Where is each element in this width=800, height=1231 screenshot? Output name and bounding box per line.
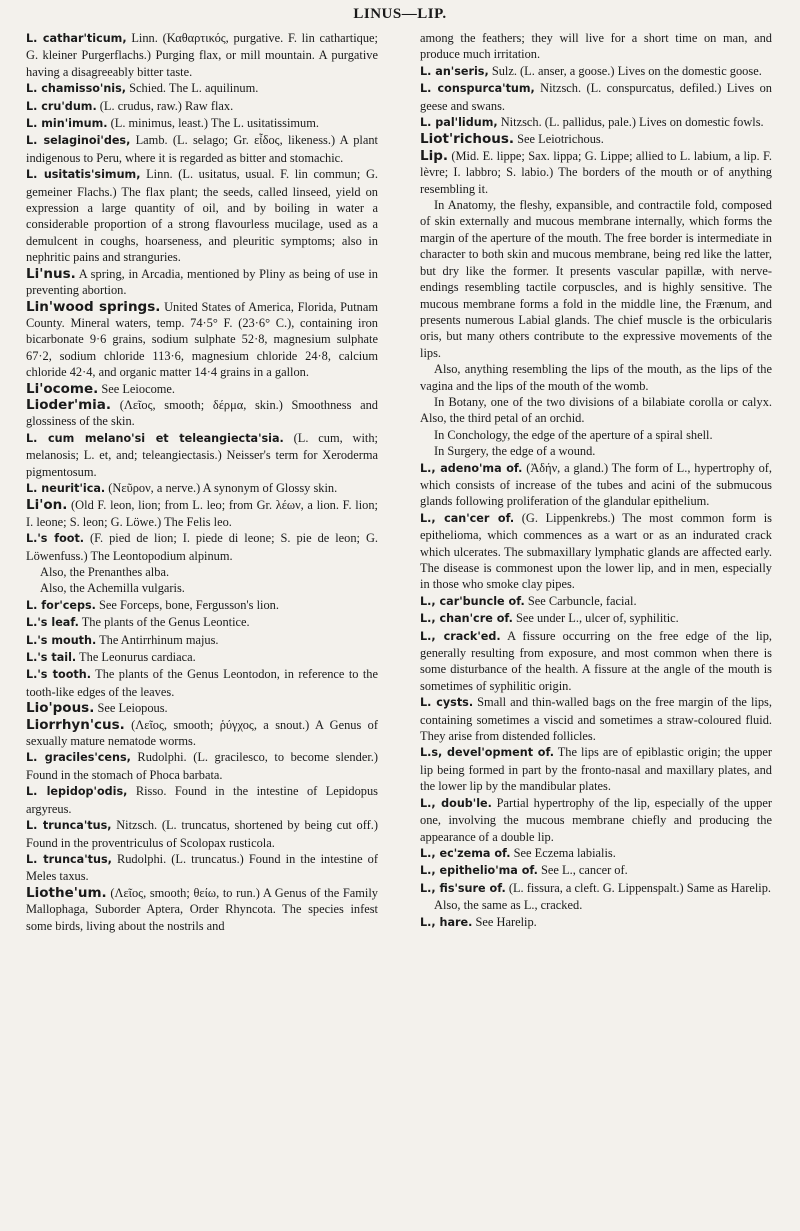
entry-headword: L. lepidop'odis, [26,785,128,799]
entry-definition: Schied. The L. aquilinum. [126,81,259,96]
entry-definition: United States of America, Florida, Putnam County. Mineral waters, temp. 74·5° F. (23·6° C.), containing iron bicarbonate 9·6 grains, sodium sulphate 52·8, magnesium sulphate 67·2, sodium chloride 113·6, magnesium chloride 24·8, calcium chloride 42·4, and organic matter 14·4 grains in a gallon. [26,299,379,380]
entry-definition: The Antirrhinum majus. [96,632,219,647]
entry-definition: Partial hypertrophy of the lip, especially of the upper one, involving the mucous membrane chiefly and producing the appearance of a double lip. [420,795,772,844]
entry-headword: L. an'seris, [420,64,489,78]
dictionary-entry [420,845,772,862]
entry-headword: L., car'buncle of. [420,594,525,608]
entry-definition: (L. cum, with; melanosis; L. et, and; teleangiectasis.) Neisser's term for Xeroderma pigmentosum. [26,430,378,479]
entry-headword: L. cysts. [420,696,474,710]
dictionary-entry [420,880,772,897]
dictionary-entry [26,783,378,817]
paragraph: Also, the Achemilla vulgaris. [40,581,185,596]
entry-definition: See Forceps, bone, Fergusson's lion. [95,597,279,612]
entry-definition: See Harelip. [472,914,537,929]
dictionary-entry [26,885,378,934]
right-column [420,30,772,931]
entry-headword: L. min'imum. [26,117,108,131]
entry-headword: L., crack'ed. [420,629,501,643]
entry-definition: (L. crudus, raw.) Raw flax. [96,98,234,113]
continued-text [420,30,772,63]
entry-headword: L. trunca'tus, [26,852,112,866]
dictionary-entry [420,862,772,879]
entry-definition: (Λεῖος, smooth; δέρμα, skin.) Smoothness and glossiness of the skin. [26,397,378,429]
dictionary-entry [26,530,378,564]
entry-definition: Rudolphi. (L. truncatus.) Found in the intestine of Meles taxus. [26,851,378,884]
entry-headword: L. selaginoi'des, [26,134,131,148]
entry-headword: L. conspurca'tum, [420,82,535,96]
dictionary-entry [26,381,378,397]
entry-headword: L. cum melano'si et teleangiecta'sia. [26,431,284,445]
dictionary-entry [26,30,378,80]
dictionary-entry [26,666,378,700]
dictionary-entry [420,460,772,510]
entry-definition: (Νεῦρον, a nerve.) A synonym of Glossy skin. [105,480,338,495]
entry-headword: L. trunca'tus, [26,819,112,833]
entry-headword: L.'s leaf. [26,616,79,630]
entry-headword: L., hare. [420,915,473,929]
entry-headword: L. graciles'cens, [26,751,131,765]
entry-headword: L. pal'lidum, [420,116,498,130]
entry-headword: Li'nus. [26,265,76,282]
entry-definition: Sulz. (L. anser, a goose.) Lives on the domestic goose. [488,63,762,78]
entry-definition: among the feathers; they will live for a short time on man, and produce much irritation. [420,31,772,62]
entry-headword: Liothe'um. [26,884,107,901]
entry-headword: L., chan'cre of. [420,612,513,626]
dictionary-entry [26,430,378,480]
dictionary-entry [420,744,772,794]
entry-definition: Risso. Found in the intestine of Lepidopus argyreus. [26,784,378,816]
entry-definition: Rudolphi. (L. gracilesco, to become slender.) Found in the stomach of Phoca barbata. [26,750,378,782]
dictionary-entry [420,510,772,593]
dictionary-entry [26,132,378,166]
entry-headword: L., can'cer of. [420,511,515,525]
paragraph: In Surgery, the edge of a wound. [434,444,596,459]
dictionary-entry [26,614,378,631]
dictionary-entry [26,649,378,666]
entry-definition: (Mid. E. lippe; Sax. lippa; G. Lippe; allied to L. labium, a lip. F. lèvre; I. labbro; S. labio.) The borders of the mouth or of anything resembling it. [420,148,772,196]
dictionary-entry [26,80,378,97]
entry-headword: Lin'wood springs. [26,298,161,315]
dictionary-entry [26,266,378,299]
entry-headword: L. chamisso'nis, [26,82,127,96]
entry-definition: (L. minimus, least.) The L. usitatissimum. [107,116,319,131]
entry-definition: (Λεῖος, smooth; ῥύγχος, a snout.) A Genus of sexually mature nematode worms. [26,717,378,749]
entry-definition: A fissure occurring on the free edge of the lip, generally resulting from exposure, and most common when there is some disturbance of the health. A fissure at the angle of the mouth is sometimes of syphilitic origin. [420,628,772,693]
entry-headword: L.s, devel'opment of. [420,746,554,760]
entry-headword: L. for'ceps. [26,598,96,612]
dictionary-entry [420,131,772,147]
entry-headword: L. usitatis'simum, [26,168,141,182]
dictionary-entry [420,148,772,197]
entry-definition: (G. Lippenkrebs.) The most common form is epithelioma, which commences as a wart or as an indurated crack which ulcerates. The submaxillary lymphatic glands are affected early. The disease is commonest upon the lower lip, and in men, especially in those who smoke clay pipes. [420,510,772,592]
dictionary-entry [420,593,772,610]
entry-headword: L., doub'le. [420,796,492,810]
entry-headword: Liot'richous. [420,131,515,148]
entry-definition: Nitzsch. (L. pallidus, pale.) Lives on domestic fowls. [497,115,764,130]
entry-definition: Nitzsch. (L. truncatus, shortened by being cut off.) Found in the proventriculus of Scolopax rusticola. [26,818,378,850]
dictionary-entry [26,299,378,381]
left-column [26,30,378,934]
dictionary-entry [26,851,378,885]
entry-definition: (Ἀδήν, a gland.) The form of L., hypertrophy of, which consists of increase of the tubes and acini of the submucous glands following proliferation of the glandular epithelium. [420,460,772,509]
entry-headword: L., epithelio'ma of. [420,864,538,878]
dictionary-entry [420,114,772,131]
dictionary-entry [26,749,378,783]
dictionary-entry [26,717,378,750]
dictionary-entry [26,397,378,430]
entry-headword: Lip. [420,147,449,164]
entry-headword: Lioder'mia. [26,396,112,413]
paragraph: Also, the same as L., cracked. [434,898,583,913]
dictionary-entry [26,166,378,265]
entry-headword: L. cru'dum. [26,99,97,113]
entry-definition: See Eczema labialis. [510,845,616,860]
entry-definition: A spring, in Arcadia, mentioned by Pliny as being of use in preventing abortion. [26,266,378,298]
paragraph: In Anatomy, the fleshy, expansible, and contractile fold, composed of skin externally and mucous membrane internally, which forms the margin of the aperture of the mouth. The free border is intermediate in character to both skin and mucous membrane, being red like the latter, but dry like the former. It presents vascular papillæ, with nerve-endings resembling tactile corpuscles, and is highly sensitive. The mucous membrane forms a fold in the middle line, the Frænum, and presents numerous Labial glands. The chief muscle is the orbicularis oris, but many others contribute to the expressive movements of the lips. [420,198,772,360]
entry-headword: Li'on. [26,497,68,514]
dictionary-entry [420,63,772,80]
dictionary-entry [420,795,772,845]
dictionary-entry [26,115,378,132]
entry-definition: Lamb. (L. selago; Gr. εἶδος, likeness.) A plant indigenous to Peru, where it is regarded as bitter and stomachic. [26,133,378,165]
entry-headword: L., fis'sure of. [420,881,506,895]
entry-definition: (Λεῖος, smooth; θείω, to run.) A Genus of the Family Mallophaga, Suborder Aptera, Order Rhyncota. The species infest some birds, living about the nostrils and [26,885,378,933]
dictionary-entry [420,694,772,744]
entry-definition: The plants of the Genus Leontodon, in reference to the tooth-like edges of the leaves. [26,667,379,699]
entry-headword: L.'s foot. [26,532,85,546]
entry-definition: (Old F. leon, lion; from L. leo; from Gr. λέων, a lion. F. lion; I. leone; S. leon; G. Löwe.) The Felis leo. [26,498,378,529]
entry-headword: L.'s tooth. [26,668,91,682]
dictionary-entry [26,597,378,614]
entry-definition: See under L., ulcer of, syphilitic. [512,611,679,626]
dictionary-entry [26,632,378,649]
dictionary-entry [420,610,772,627]
dictionary-entry [26,497,378,530]
running-head: LINUS—LIP. [353,6,447,22]
dictionary-entry [26,480,378,497]
entry-definition: See Leiopous. [94,701,168,716]
entry-headword: L.'s mouth. [26,633,97,647]
entry-definition: Small and thin-walled bags on the free margin of the lips, containing sometimes a viscid and sometimes a straw-coloured fluid. They arise from distended follicles. [420,695,772,744]
dictionary-entry [26,817,378,851]
entry-definition: Nitzsch. (L. conspurcatus, defiled.) Lives on geese and swans. [420,81,773,113]
entry-definition: (F. pied de lion; I. piede di leone; S. pie de leon; G. Löwenfuss.) The Leontopodium alpinum. [26,531,378,563]
entry-definition: Linn. (Καθαρτικός, purgative. F. lin cathartique; G. kleiner Purgerflachs.) Purging flax, or mill mountain. A purgative having a disagreeably bitter taste. [26,31,378,79]
dictionary-entry [26,98,378,115]
dictionary-entry [26,700,378,716]
entry-headword: Li'ocome. [26,380,99,397]
entry-definition: (L. fissura, a cleft. G. Lippenspalt.) Same as Harelip. [505,880,771,895]
entry-headword: L. neurit'ica. [26,481,106,495]
entry-headword: L. cathar'ticum, [26,32,127,45]
dictionary-entry [420,628,772,695]
entry-headword: Lio'pous. [26,700,95,717]
entry-headword: L., ec'zema of. [420,846,511,860]
entry-definition: See Carbuncle, facial. [524,593,637,608]
entry-definition: See Leiocome. [98,381,176,396]
entry-definition: The Leonurus cardiaca. [76,650,196,665]
paragraph: Also, anything resembling the lips of the mouth, as the lips of the vagina and the lips of the mouth of the womb. [420,362,772,393]
entry-definition: See Leiotrichous. [514,132,604,147]
entry-definition: Linn. (L. usitatus, usual. F. lin commun; G. gemeiner Flachs.) The flax plant; the seeds, called linseed, yield on expression a large quantity of oil, and by boiling in water a considerable proportion of a strong flavourless mucilage, used as a demulcent in coughs, hoarseness, and pleuritic symptoms; also in nephritic pains and stranguries. [26,167,378,265]
entry-headword: Liorrhyn'cus. [26,716,125,733]
entry-definition: The plants of the Genus Leontice. [78,615,250,630]
paragraph: In Botany, one of the two divisions of a bilabiate corolla or calyx. Also, the third petal of an orchid. [420,394,772,426]
entry-definition: The lips are of epiblastic origin; the upper lip being formed in part by the fronto-nasal and maxillary plates, and the lower lip by the mandibular plates. [420,745,772,794]
entry-headword: L.'s tail. [26,651,77,665]
dictionary-entry [420,914,772,931]
entry-headword: L., adeno'ma of. [420,461,523,475]
dictionary-entry [420,80,772,114]
paragraph: Also, the Prenanthes alba. [40,565,170,579]
entry-definition: See L., cancer of. [537,863,628,878]
paragraph: In Conchology, the edge of the aperture of a spiral shell. [434,427,713,442]
